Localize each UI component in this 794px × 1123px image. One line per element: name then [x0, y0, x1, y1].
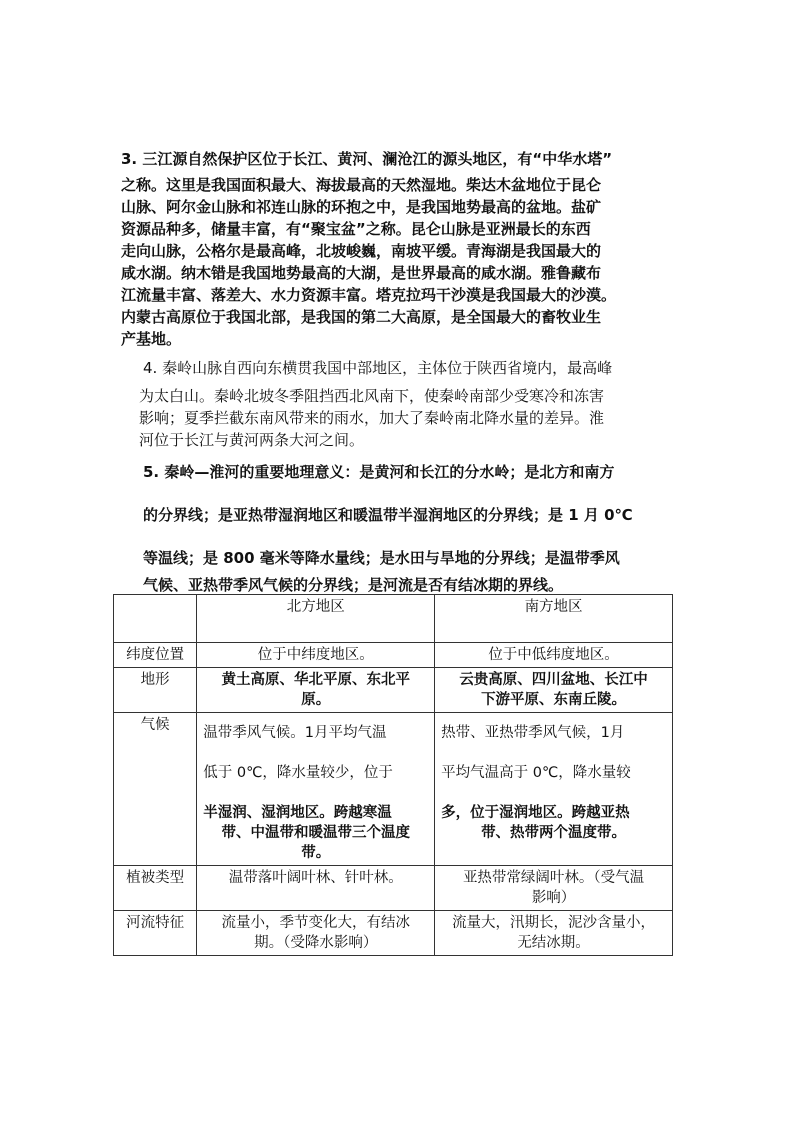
paragraph-line: 江流量丰富、落差大、水力资源丰富。塔克拉玛干沙漠是我国最大的沙漠。	[121, 286, 617, 304]
cell-south	[435, 668, 673, 713]
cell-north: 温带落叶阔叶林、针叶林。	[197, 866, 435, 911]
paragraph-line: 山脉、阿尔金山脉和祁连山脉的环抱之中，是我国地势最高的盆地。盐矿	[121, 198, 602, 216]
paragraph-line: 3. 三江源自然保护区位于长江、黄河、澜沧江的源头地区，有“中华水塔”	[121, 150, 613, 168]
cell-south	[435, 713, 673, 866]
cell-line: 期。（受降水影响）	[254, 935, 378, 951]
cell-line: 无结冰期。	[517, 935, 590, 951]
paragraph-line: 咸水湖。纳木错是我国地势最高的大湖，是世界最高的咸水湖。雅鲁藏布	[121, 264, 602, 282]
cell-line: 温带季风气候。1月平均气温	[203, 725, 387, 741]
paragraph-4-qinling	[139, 357, 613, 451]
cell-north	[197, 668, 435, 713]
paragraph-line: 产基地。	[121, 330, 182, 348]
cell-line: 带、中温带和暖温带三个温度	[221, 825, 410, 841]
row-label: 河流特征	[114, 911, 197, 956]
cell-line: 黄土高原、华北平原、东北平	[221, 672, 410, 688]
paragraph-line: 5. 秦岭—淮河的重要地理意义：是黄河和长江的分水岭；是北方和南方	[143, 463, 615, 481]
cell-line: 下游平原、东南丘陵。	[481, 692, 627, 708]
table-row-terrain	[114, 668, 673, 713]
paragraph-3-sanjiangyuan	[121, 148, 616, 350]
header-cell-south: 南方地区	[435, 595, 673, 643]
paragraph-line: 气候、亚热带季风气候的分界线；是河流是否有结冰期的界线。	[143, 576, 564, 594]
row-label: 气候	[114, 713, 197, 866]
paragraph-line: 等温线；是 800 毫米等降水量线；是水田与旱地的分界线；是温带季风	[143, 549, 620, 567]
paragraph-line: 之称。这里是我国面积最大、海拔最高的天然湿地。柴达木盆地位于昆仑	[121, 176, 602, 194]
paragraph-line: 的分界线；是亚热带湿润地区和暖温带半湿润地区的分界线；是 1 月 0℃	[143, 506, 633, 524]
cell-line: 低于 0℃，降水量较少，位于	[203, 765, 393, 781]
row-label: 纬度位置	[114, 643, 197, 668]
cell-south	[435, 866, 673, 911]
cell-north	[197, 911, 435, 956]
cell-line: 云贵高原、四川盆地、长江中	[459, 672, 648, 688]
row-label: 植被类型	[114, 866, 197, 911]
paragraph-line: 资源品种多，储量丰富，有“聚宝盆”之称。昆仑山脉是亚洲最长的东西	[121, 220, 591, 238]
cell-north	[197, 713, 435, 866]
table-row-vegetation	[114, 866, 673, 911]
cell-line: 带。	[301, 845, 331, 861]
cell-line: 流量大，汛期长，泥沙含量小，	[452, 915, 656, 931]
row-label: 地形	[114, 668, 197, 713]
table-header-row	[114, 595, 673, 643]
cell-line: 多，位于湿润地区。跨越亚热	[441, 805, 630, 821]
north-south-comparison-table	[113, 594, 673, 956]
cell-line: 半湿润、湿润地区。跨越寒温	[203, 805, 392, 821]
table-row-latitude	[114, 643, 673, 668]
paragraph-line: 为太白山。秦岭北坡冬季阻挡西北风南下，使秦岭南部少受寒冷和冻害	[139, 387, 605, 405]
cell-line: 带、热带两个温度带。	[481, 825, 627, 841]
header-cell-empty	[114, 595, 197, 643]
paragraph-line: 4. 秦岭山脉自西向东横贯我国中部地区，主体位于陕西省境内，最高峰	[143, 359, 613, 377]
table-row-climate	[114, 713, 673, 866]
paragraph-line: 内蒙古高原位于我国北部，是我国的第二大高原，是全国最大的畜牧业生	[121, 308, 602, 326]
cell-south	[435, 911, 673, 956]
header-cell-north: 北方地区	[197, 595, 435, 643]
cell-line: 影响）	[531, 890, 576, 906]
cell-line: 流量小，季节变化大，有结冰	[221, 915, 410, 931]
paragraph-line: 走向山脉，公格尔是最高峰，北坡峻巍，南坡平缓。青海湖是我国最大的	[121, 242, 602, 260]
cell-line: 平均气温高于 0℃，降水量较	[441, 765, 631, 781]
cell-line: 亚热带常绿阔叶林。（受气温	[462, 870, 645, 886]
cell-south: 位于中低纬度地区。	[435, 643, 673, 668]
paragraph-line: 影响；夏季拦截东南风带来的雨水，加大了秦岭南北降水量的差异。淮	[139, 409, 605, 427]
cell-line: 热带、亚热带季风气候，1月	[441, 725, 625, 741]
table-row-river	[114, 911, 673, 956]
cell-line: 原。	[301, 692, 331, 708]
cell-north: 位于中纬度地区。	[197, 643, 435, 668]
paragraph-line: 河位于长江与黄河两条大河之间。	[139, 431, 365, 449]
